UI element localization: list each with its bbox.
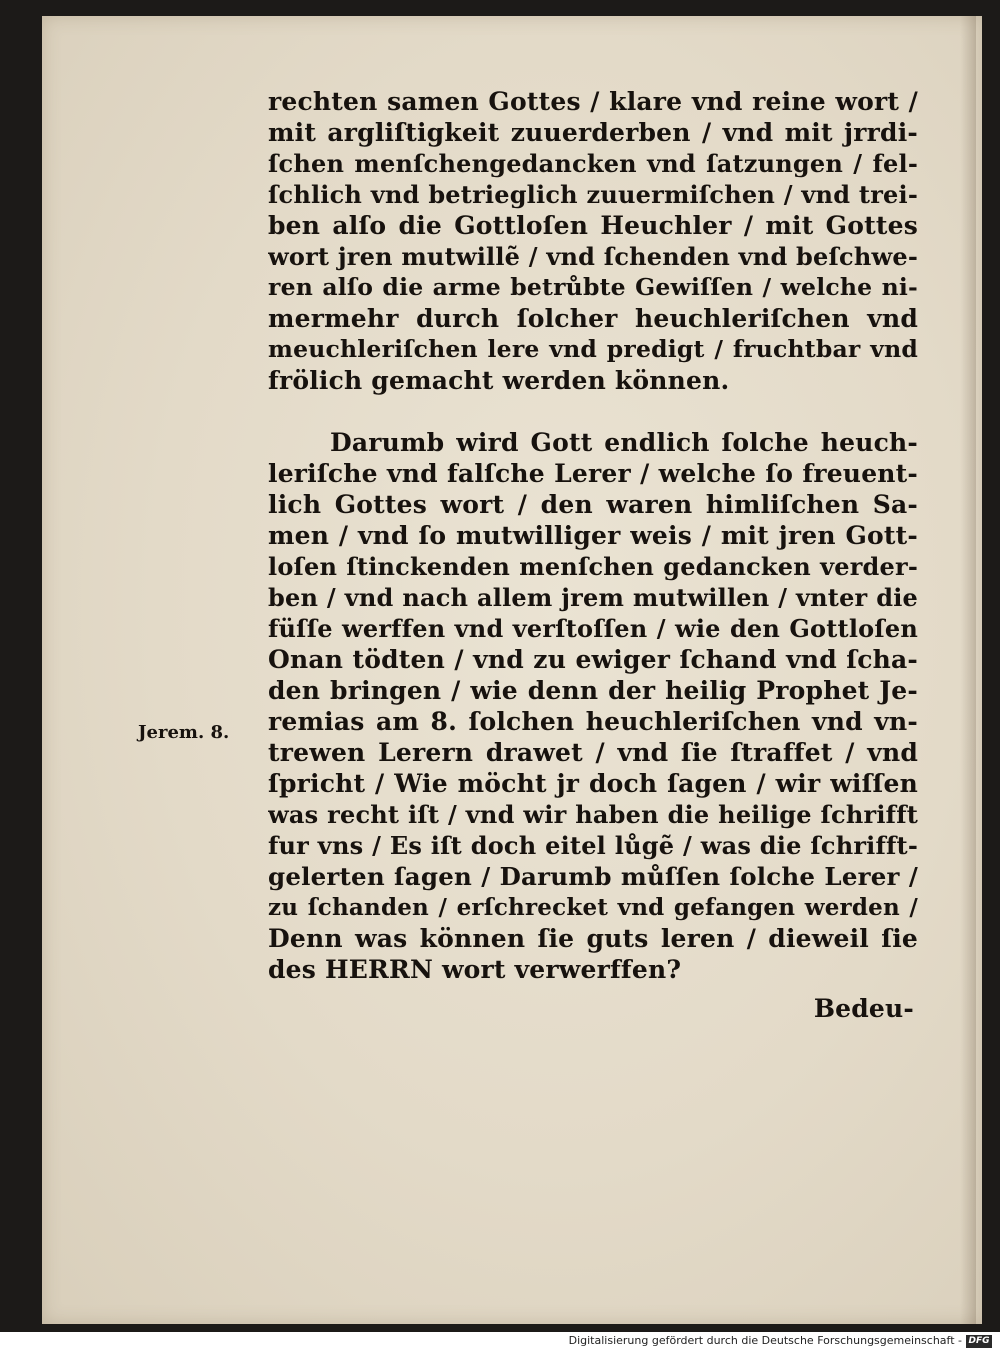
- text-line: was recht iſt / vnd wir haben die heilige ſchrifft: [268, 800, 918, 829]
- text-line: leriſche vnd falſche Lerer / welche ſo freuent-: [268, 459, 918, 488]
- text-line: ſpricht / Wie möcht jr doch ſagen / wir wiſſen: [268, 769, 918, 798]
- text-line: ben alſo die Gottloſen Heuchler / mit Gottes: [268, 211, 918, 240]
- text-line: ben / vnd nach allem jrem mutwillen / vnter die: [268, 583, 918, 612]
- paragraph-gap: [268, 396, 918, 427]
- text-line: meuchleriſchen lere vnd predigt / fruchtbar vnd: [268, 335, 918, 363]
- catchword: Bedeu-: [813, 994, 914, 1023]
- marginal-note: Jerem. 8.: [138, 722, 230, 743]
- text-line: Darumb wird Gott endlich ſolche heuch-: [330, 428, 918, 457]
- main-text: [268, 86, 918, 1024]
- text-line: zu ſchanden / erſchrecket vnd gefangen werden /: [268, 894, 918, 921]
- paragraph-2: [268, 427, 918, 985]
- footer-bar: [0, 1332, 1000, 1352]
- text-line: füſſe werffen vnd verſtoſſen / wie den Gottloſen: [268, 614, 918, 643]
- text-line: Denn was können ſie guts leren / dieweil ſie: [268, 924, 918, 953]
- text-line: loſen ſtinckenden menſchen gedancken verder-: [268, 552, 918, 581]
- text-line: men / vnd ſo mutwilliger weis / mit jren Gott-: [268, 521, 918, 550]
- text-line: den bringen / wie denn der heilig Prophet Je-: [268, 676, 918, 705]
- dfg-logo: DFG: [966, 1335, 992, 1348]
- text-line: lich Gottes wort / den waren himliſchen Sa-: [268, 490, 918, 519]
- text-line: des HERRN wort verwerffen?: [268, 955, 682, 984]
- text-line: gelerten ſagen / Darumb můſſen ſolche Lerer /: [268, 862, 918, 891]
- funding-credit: Digitalisierung gefördert durch die Deutsche Forschungsgemeinschaft -: [568, 1334, 962, 1347]
- paragraph-1: [268, 86, 918, 396]
- text-line: frölich gemacht werden können.: [268, 366, 730, 395]
- text-line: ſchlich vnd betrieglich zuuermiſchen / vnd trei-: [268, 180, 918, 209]
- text-line: fur vns / Es iſt doch eitel lůgẽ / was die ſchrifft-: [268, 831, 918, 860]
- text-line: mermehr durch ſolcher heuchleriſchen vnd: [268, 304, 918, 333]
- text-line: remias am 8. ſolchen heuchleriſchen vnd vn-: [268, 707, 918, 736]
- text-line: trewen Lerern drawet / vnd ſie ſtraffet / vnd: [268, 738, 918, 767]
- text-line: mit argliſtigkeit zuuerderben / vnd mit jrrdi-: [268, 118, 918, 147]
- text-line: Onan tödten / vnd zu ewiger ſchand vnd ſcha-: [268, 645, 918, 674]
- text-line: wort jren mutwillẽ / vnd ſchenden vnd beſchwe-: [268, 242, 918, 271]
- page-edge-shadow: [960, 16, 976, 1324]
- text-line: ſchen menſchengedancken vnd ſatzungen / fel-: [268, 149, 918, 178]
- text-line: rechten samen Gottes / klare vnd reine wort /: [268, 87, 918, 116]
- text-line: ren alſo die arme betrůbte Gewiſſen / welche ni-: [268, 273, 918, 301]
